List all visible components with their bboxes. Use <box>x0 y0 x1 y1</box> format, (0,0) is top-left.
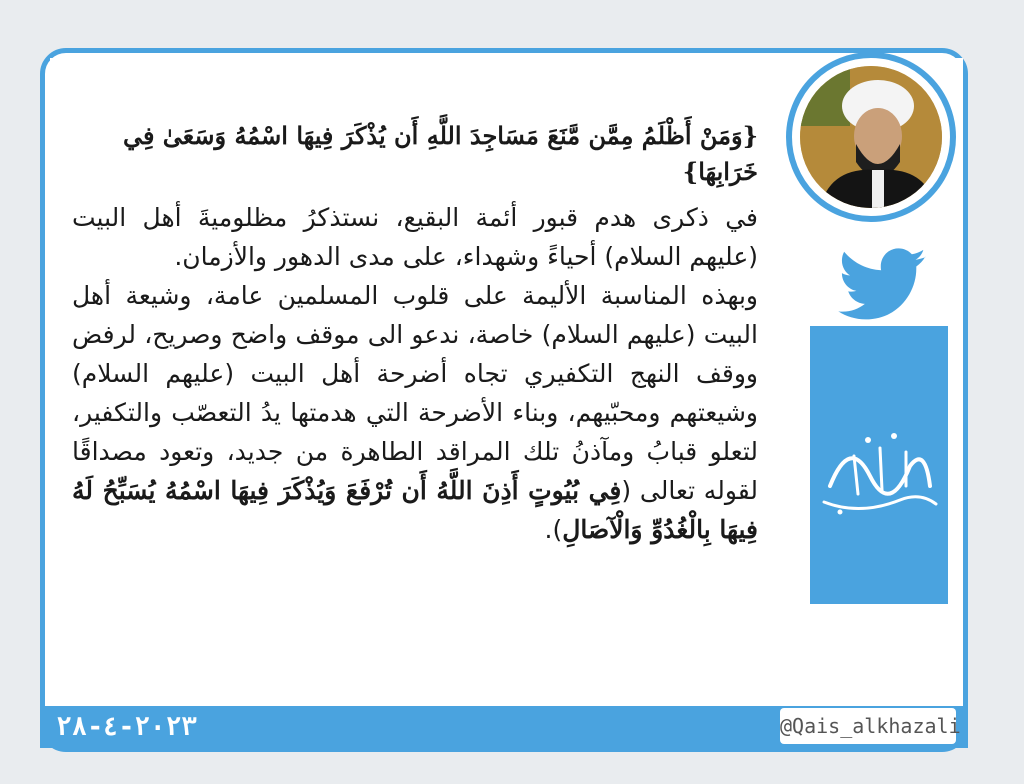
paragraph-2-text: وبهذه المناسبة الأليمة على قلوب المسلمين عامة، وشيعة أهل البيت (عليهم السلام) خاصة، ندعو الى موقف واضح وصريح، لرفض ووقف النهج التكفيري تجاه أضرحة أهل البيت (عليهم السلام) وشيعتهم ومحبّيهم، وبناء الأضرحة التي هدمتها يدُ التعصّب والتكفير، لتعلو قبابُ ومآذنُ تلك المراقد الطاهرة من جديد، وتعود مصداقًا لقوله تعالى ( <box>72 281 759 505</box>
twitter-bird-icon <box>838 248 928 322</box>
twitter-handle[interactable]: @Qais_alkhazali <box>780 708 956 744</box>
closing-suffix: ). <box>544 515 563 544</box>
post-body <box>72 118 758 549</box>
paragraph-1: في ذكرى هدم قبور أئمة البقيع، نستذكرُ مظلوميةَ أهل البيت (عليهم السلام) أحياءً وشهداء، على مدى الدهور والأزمان. <box>72 203 758 271</box>
verse-title: {وَمَنْ أَظْلَمُ مِمَّن مَّنَعَ مَسَاجِدَ اللَّهِ أَن يُذْكَرَ فِيهَا اسْمُهُ وَسَعَىٰ فِي خَرَابِهَا} <box>122 121 758 186</box>
signature-calligraphy <box>810 416 948 526</box>
post-date: ٢٠٢٣-٤-٢٨ <box>56 712 197 742</box>
signature-panel <box>810 326 948 604</box>
avatar-photo <box>800 66 942 208</box>
avatar <box>786 52 956 222</box>
paragraph-2 <box>72 276 758 549</box>
closing-verse: فِي بُيُوتٍ أَذِنَ اللَّهُ أَن تُرْفَعَ وَيُذْكَرَ فِيهَا اسْمُهُ يُسَبِّحُ لَهُ فِيهَا بِالْغُدُوِّ وَالْآصَالِ <box>72 476 758 544</box>
